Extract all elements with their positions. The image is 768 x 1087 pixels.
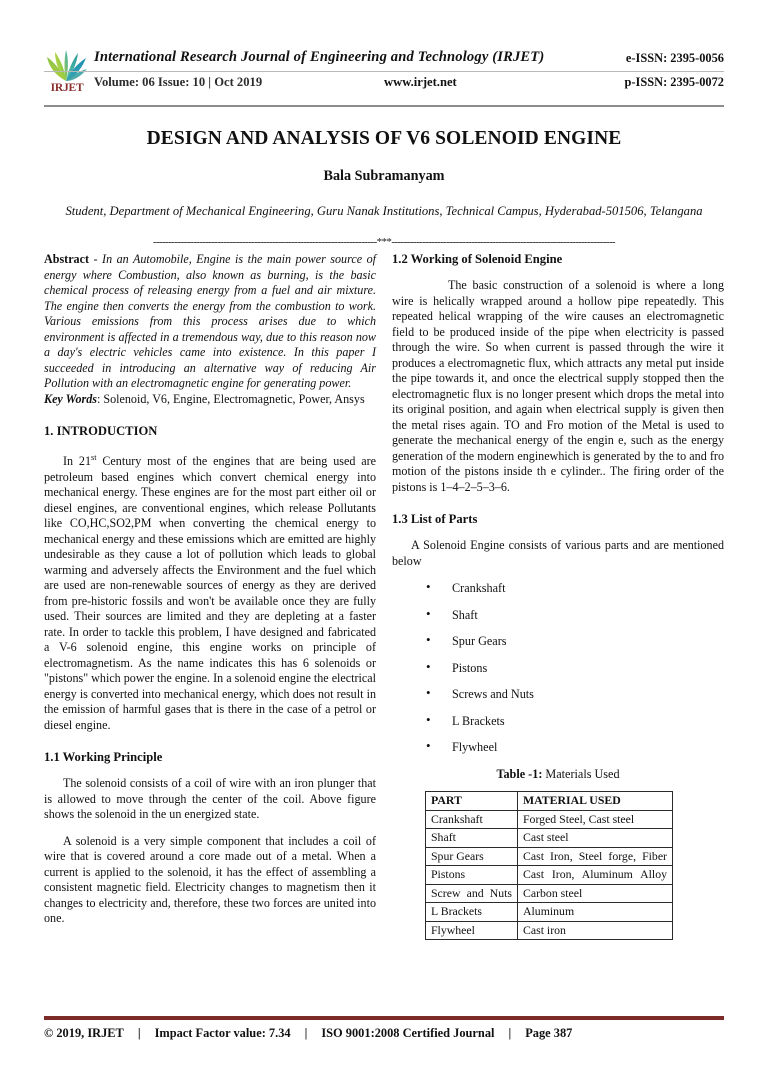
- table-row: [426, 884, 673, 903]
- table-cell-material: Cast Iron, Steel forge, Fiber: [518, 847, 673, 866]
- table-cell-material: Cast Iron, Aluminum Alloy: [518, 866, 673, 885]
- author-affiliation: Student, Department of Mechanical Engineering, Guru Nanak Institutions, Technical Campus, Hyderabad-501506, Telangana: [65, 204, 703, 218]
- table-caption-label: Table -1:: [496, 766, 543, 781]
- intro-lead: In 21: [63, 454, 92, 469]
- table-cell-part: Screw and Nuts: [426, 884, 518, 903]
- parts-list: [392, 581, 724, 754]
- table-cell-material: Cast steel: [518, 829, 673, 848]
- table-row: [426, 810, 673, 829]
- palm-fan-logo-icon: [46, 48, 88, 82]
- list-item: • Spur Gears: [426, 634, 724, 648]
- abstract-dash: -: [89, 252, 103, 266]
- abstract-body: In an Automobile, Engine is the main power source of energy where Combustion, also known as burning, is the basic chemical process of releasing energy from a fuel and air mixture. The engine then converts the energy from the combustion to work. Various emissions from this process arises due to which environment is affected in a tremendous way, due to this reason now a day's electric vehicles came into existence. In this paper I succeeded in introducing an alternative way of reducing Air Pollution with an electromagnetic engine for generating power.: [44, 252, 376, 390]
- heading-working-principle: 1.1 Working Principle: [44, 750, 163, 765]
- table-cell-material: Carbon steel: [518, 884, 673, 903]
- heading-introduction: 1. INTRODUCTION: [44, 424, 158, 438]
- footer-certification: ISO 9001:2008 Certified Journal: [321, 1026, 495, 1040]
- list-of-parts-intro: A Solenoid Engine consists of various parts and are mentioned below: [392, 538, 724, 568]
- footer-copyright: © 2019, IRJET: [44, 1026, 124, 1040]
- table-row: [426, 921, 673, 940]
- volume-issue-date: Volume: 06 Issue: 10 | Oct 2019: [94, 75, 263, 89]
- list-item: • Crankshaft: [426, 581, 724, 595]
- table-caption: [392, 767, 724, 783]
- table-row: [426, 829, 673, 848]
- table-column-header-part: PART: [426, 792, 518, 811]
- masthead-row-2: [94, 72, 724, 96]
- header-divider-top: [44, 71, 724, 72]
- heading-working-of-solenoid-engine: 1.2 Working of Solenoid Engine: [392, 252, 563, 266]
- table-cell-material: Aluminum: [518, 903, 673, 922]
- table-cell-part: Pistons: [426, 866, 518, 885]
- keywords-paragraph: [44, 392, 376, 408]
- keywords-label: Key Words: [44, 391, 97, 406]
- heading-list-of-parts: 1.3 List of Parts: [392, 512, 478, 526]
- table-cell-part: Shaft: [426, 829, 518, 848]
- abstract-label: Abstract: [44, 252, 90, 266]
- table-row: [426, 847, 673, 866]
- page-title: DESIGN AND ANALYSIS OF V6 SOLENOID ENGINE: [146, 128, 622, 149]
- table-caption-text: Materials Used: [542, 766, 620, 781]
- author-name: Bala Subramanyam: [323, 168, 445, 184]
- ordinal-suffix: st: [91, 453, 97, 462]
- table-cell-part: Crankshaft: [426, 810, 518, 829]
- footer-impact-factor: Impact Factor value: 7.34: [154, 1026, 291, 1040]
- table-cell-material: Forged Steel, Cast steel: [518, 810, 673, 829]
- table-cell-part: L Brackets: [426, 903, 518, 922]
- left-column: [44, 252, 376, 927]
- introduction-paragraph: [44, 450, 376, 733]
- materials-table: [425, 791, 673, 940]
- masthead-row-1: [94, 46, 724, 72]
- list-item: • Pistons: [426, 661, 724, 675]
- table-cell-part: Spur Gears: [426, 847, 518, 866]
- keywords-list: Solenoid, V6, Engine, Electromagnetic, Power, Ansys: [103, 391, 365, 406]
- intro-rest: Century most of the engines that are being used are petroleum based engines which convert chemical energy into mechanical energy. These engines are for the most part either oil or diesel engines, are conventional engines, which release Pollutants like CO,HC,SO2,PM when converting the chemical energy to mechanical energy and these emissions which are emitted are highly undesirable as they cause a lot of pollution which leads to global warming and adversely affects the Environment and the fuel which are used are non-renewable sources of energy as they are derived from pre-historic fossils and won't be available once they are fully used. Their sources are limited and they are depleting at a faster rate. In order to tackle this problem, I have designed and fabricated a V-6 solenoid engine, this engine works on principle of electromagnetism. As the name indicates this has 6 solenoids or "pistons" which power the engine. In a solenoid engine the electrical energy is converted into mechanical energy, which does not result in the emission of harmful gases that is there in the case of a petrol or diesel engine.: [44, 454, 376, 732]
- list-item: • L Brackets: [426, 714, 724, 728]
- table-cell-part: Flywheel: [426, 921, 518, 940]
- list-item: • Screws and Nuts: [426, 687, 724, 701]
- footer-page-number: Page 387: [525, 1026, 573, 1040]
- table-cell-material: Cast iron: [518, 921, 673, 940]
- irjet-logo: [44, 48, 90, 100]
- p-issn: p-ISSN: 2395-0072: [624, 75, 724, 89]
- header-divider-bottom: [44, 105, 724, 107]
- e-issn: e-ISSN: 2395-0056: [625, 51, 724, 65]
- abstract-paragraph: [44, 252, 376, 392]
- list-item: • Shaft: [426, 608, 724, 622]
- footer-separator: |: [137, 1026, 141, 1040]
- table-header-row: [426, 792, 673, 811]
- footer-separator: |: [508, 1026, 512, 1040]
- table-row: [426, 866, 673, 885]
- working-principle-paragraph-2: A solenoid is a very simple component that includes a coil of wire that is covered around a core made out of a metal. When a current is applied to the solenoid, it has the effect of assembling a consistent magnetic field. Electricity changes to magnetism then it changes to electricity and, therefore, these two forces are united into one.: [44, 833, 376, 926]
- keywords-colon: :: [96, 391, 104, 406]
- page-footer: [44, 1026, 724, 1041]
- right-column: [392, 252, 724, 940]
- section-separator: -------------------------------------------------------------------------***-------------------------------------------------------------------------: [153, 236, 615, 248]
- working-of-engine-paragraph: The basic construction of a solenoid is where a long wire is helically wrapped around a hollow pipe repeatedly. This repeated helical wrapping of the wire causes an electromagnetic field to be produced inside of the pipe when electricity is passed through the wire. So when current is passed through the wire it produces a electromagnetic flux, which attracts any metal put inside the pipe towards it, and once the electrical supply stopped then the electromagnetic flux is no longer present which drops the metal into its original position, and again when electrical supply is given then the metal rises again. TO and Fro motion of the Metal is used to generate the mechanical energy of the engin e, such as the energy generation of the modern enginewhich is generated by the to and fro motion of the pistons inside th e cylinder.. The firing order of the pistons is 1–4–2–5–3–6.: [392, 278, 724, 494]
- footer-divider: [44, 1016, 724, 1020]
- journal-website-link[interactable]: www.irjet.net: [384, 75, 457, 89]
- journal-masthead: [44, 46, 724, 104]
- list-item: • Flywheel: [426, 740, 724, 754]
- journal-title: International Research Journal of Engineering and Technology (IRJET): [94, 49, 545, 65]
- footer-separator: |: [304, 1026, 308, 1040]
- table-column-header-material: MATERIAL USED: [518, 792, 673, 811]
- table-row: [426, 903, 673, 922]
- irjet-logo-text: IRJET: [50, 82, 84, 94]
- working-principle-paragraph-1: The solenoid consists of a coil of wire with an iron plunger that is allowed to move through the center of the coil. Above figure shows the solenoid in the un energized state.: [44, 776, 376, 822]
